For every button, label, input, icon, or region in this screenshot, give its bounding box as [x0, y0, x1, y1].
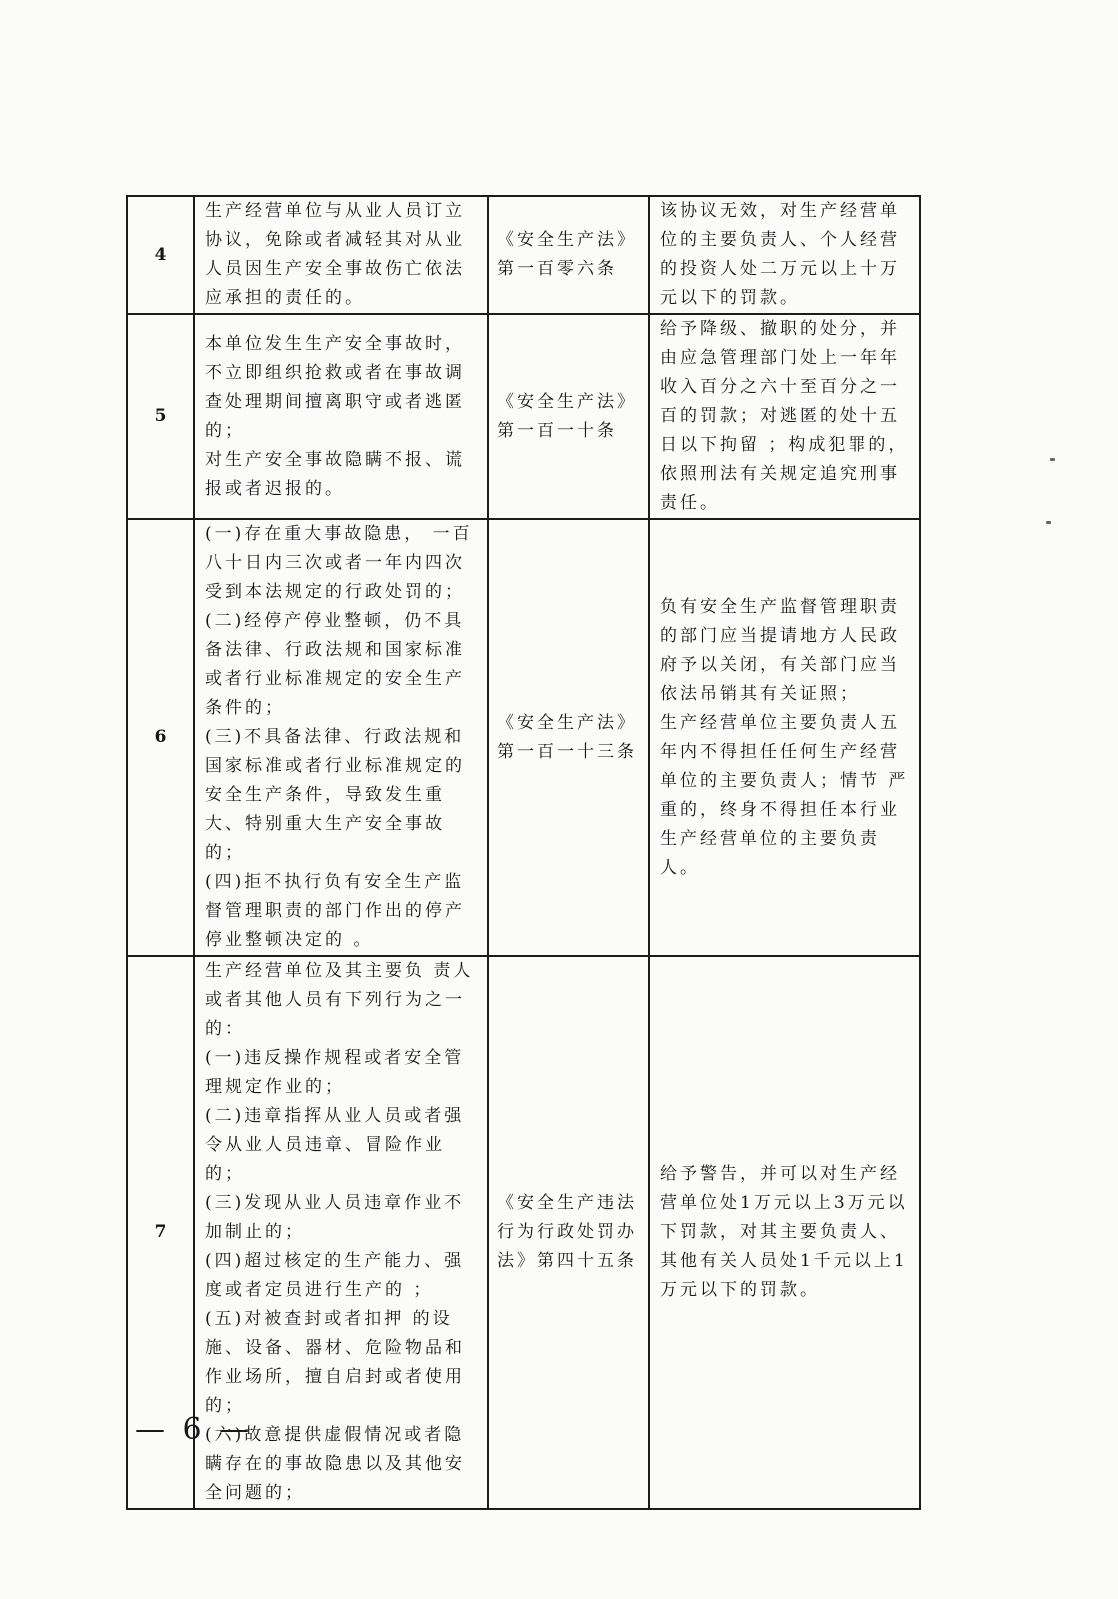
legal-basis-text: 《安全生产违法行为行政处罚办法》第四十五条	[497, 1193, 637, 1271]
penalty-text: 给予降级、撤职的处分，并由应急管理部门处上一年年收入百分之六十至百分之一百的罚款；对逃匿的处十五日以下拘留 ；构成犯罪的，依照刑法有关规定追究刑事责任。	[660, 319, 909, 513]
legal-basis-cell	[488, 196, 649, 314]
page-number: — 6 —	[135, 1412, 254, 1447]
violation-text: (一)违反操作规程或者安全管理规定作业的；	[205, 1048, 465, 1097]
violation-text: (四)超过核定的生产能力、强度或者定员进行生产的 ；	[205, 1251, 465, 1300]
penalty-cell	[649, 956, 920, 1509]
penalty-text: 给予警告，并可以对生产经营单位处1万元以上3万元以下罚款，对其主要负责人、其他有关人员处1千元以上1 万元以下的罚款。	[660, 1164, 908, 1300]
legal-basis-text: 《安全生产法》第一百一十三条	[497, 712, 637, 762]
violation-cell	[194, 519, 488, 956]
violation-text: (三)发现从业人员违章作业不加制止的；	[205, 1193, 465, 1242]
penalty-text: 生产经营单位主要负责人五年内不得担任任何生产经营单位的主要负责人；情节 严重的，终身不得担任本行业生产经营单位的主要负责人。	[660, 712, 909, 878]
violation-cell	[194, 314, 488, 519]
penalty-cell	[649, 519, 920, 956]
penalty-table	[126, 195, 921, 1510]
penalty-text: 该协议无效，对生产经营单位的主要负责人、个人经营的投资人处二万元以上十万元以下的罚款。	[660, 201, 900, 308]
violation-text: 对生产安全事故隐瞒不报、谎报或者迟报的。	[205, 449, 465, 499]
violation-text: 生产经营单位及其主要负 责人或者其他人员有下列行为之一的：	[205, 961, 474, 1039]
legal-basis-text: 《安全生产法》第一百一十条	[497, 391, 637, 441]
table-row	[127, 519, 920, 956]
row-number: 6	[127, 519, 194, 956]
legal-basis-text: 《安全生产法》第一百零六条	[497, 230, 637, 279]
violation-text: (三)不具备法律、行政法规和国家标准或者行业标准规定的安全生产条件，导致发生重大、特别重大生产安全事故的；	[205, 727, 465, 863]
table-row	[127, 196, 920, 314]
violation-text: 本单位发生生产安全事故时，不立即组织抢救或者在事故调查处理期间擅离职守或者逃匿的；	[205, 333, 465, 441]
table-row	[127, 314, 920, 519]
legal-basis-cell	[488, 956, 649, 1509]
violation-text: (六)故意提供虚假情况或者隐瞒存在的事故隐患以及其他安全问题的；	[205, 1425, 465, 1503]
legal-basis-cell	[488, 519, 649, 956]
violation-text: (一)存在重大事故隐患， 一百八十日内三次或者一年内四次受到本法规定的行政处罚的；	[205, 524, 473, 602]
scan-speck	[1050, 458, 1055, 461]
violation-text: (二)经停产停业整顿，仍不具备法律、行政法规和国家标准或者行业标准规定的安全生产条件的；	[205, 611, 465, 718]
violation-text: 生产经营单位与从业人员订立协议，免除或者减轻其对从业人员因生产安全事故伤亡依法应承担的责任的。	[205, 201, 465, 308]
row-number: 4	[127, 196, 194, 314]
violation-text: (五)对被查封或者扣押 的设施、设备、器材、危险物品和作业场所，擅自启封或者使用的；	[205, 1309, 465, 1416]
penalty-cell	[649, 196, 920, 314]
violation-text: (四)拒不执行负有安全生产监督管理职责的部门作出的停产停业整顿决定的 。	[205, 872, 465, 950]
penalty-text: 负有安全生产监督管理职责的部门应当提请地方人民政府予以关闭，有关部门应当依法吊销其有关证照；	[660, 596, 900, 704]
violation-text: (二)违章指挥从业人员或者强令从业人员违章、冒险作业的；	[205, 1106, 465, 1184]
row-number: 7	[127, 956, 194, 1509]
penalty-cell	[649, 314, 920, 519]
row-number: 5	[127, 314, 194, 519]
scan-speck	[1046, 521, 1051, 524]
violation-cell	[194, 196, 488, 314]
legal-basis-cell	[488, 314, 649, 519]
